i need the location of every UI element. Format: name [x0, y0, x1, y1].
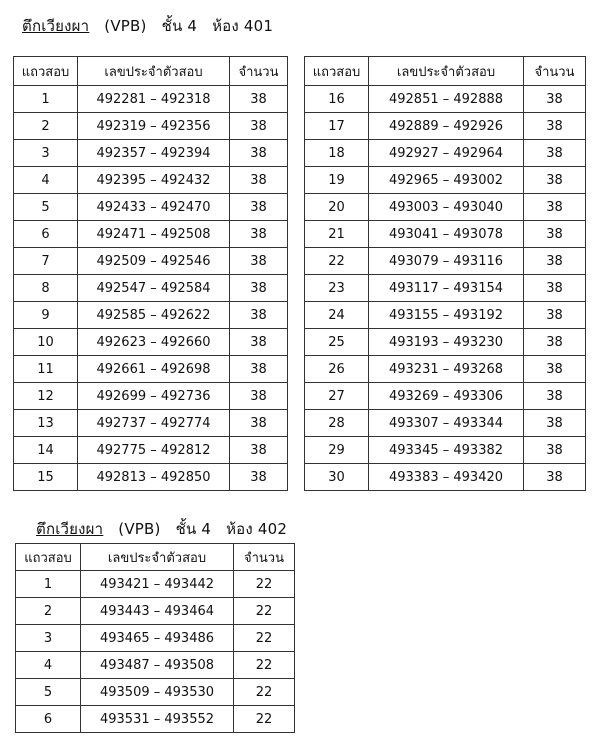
- id-range: 492623 – 492660: [78, 329, 230, 356]
- row-number: 24: [305, 302, 369, 329]
- seat-count: 38: [230, 302, 288, 329]
- table-row: [305, 437, 586, 464]
- room-402-heading: [36, 517, 287, 541]
- row-number: 1: [14, 86, 78, 113]
- id-range: 493079 – 493116: [369, 248, 524, 275]
- seat-count: 38: [524, 437, 586, 464]
- seat-count: 38: [524, 329, 586, 356]
- table-row: [16, 706, 295, 733]
- row-number: 4: [14, 167, 78, 194]
- column-header-id-range: เลขประจำตัวสอบ: [78, 57, 230, 86]
- seat-count: 38: [230, 194, 288, 221]
- room-401-heading: [22, 14, 273, 38]
- seat-count: 38: [524, 410, 586, 437]
- seat-count: 38: [230, 140, 288, 167]
- table-row: [14, 356, 288, 383]
- header-row: [14, 57, 288, 86]
- id-range: 492433 – 492470: [78, 194, 230, 221]
- id-range: 492585 – 492622: [78, 302, 230, 329]
- row-number: 18: [305, 140, 369, 167]
- id-range: 492737 – 492774: [78, 410, 230, 437]
- id-range: 492547 – 492584: [78, 275, 230, 302]
- row-number: 3: [14, 140, 78, 167]
- row-number: 13: [14, 410, 78, 437]
- table-row: [16, 598, 295, 625]
- table-row: [14, 221, 288, 248]
- row-number: 10: [14, 329, 78, 356]
- id-range: 493155 – 493192: [369, 302, 524, 329]
- id-range: 493307 – 493344: [369, 410, 524, 437]
- seat-count: 38: [524, 248, 586, 275]
- building-name: ตึกเวียงผา: [22, 17, 90, 35]
- id-range: 492281 – 492318: [78, 86, 230, 113]
- id-range: 493509 – 493530: [81, 679, 234, 706]
- row-number: 15: [14, 464, 78, 491]
- seat-count: 38: [230, 464, 288, 491]
- table-row: [14, 167, 288, 194]
- row-number: 1: [16, 571, 81, 598]
- row-number: 29: [305, 437, 369, 464]
- table-row: [305, 464, 586, 491]
- building-code: (VPB): [104, 17, 147, 35]
- column-header-count: จำนวน: [230, 57, 288, 86]
- id-range: 493345 – 493382: [369, 437, 524, 464]
- row-number: 11: [14, 356, 78, 383]
- table-row: [14, 437, 288, 464]
- seat-count: 22: [234, 652, 295, 679]
- table-row: [305, 275, 586, 302]
- table-row: [305, 248, 586, 275]
- row-number: 22: [305, 248, 369, 275]
- table-row: [305, 410, 586, 437]
- header-row: [16, 544, 295, 571]
- id-range: 493231 – 493268: [369, 356, 524, 383]
- seat-count: 38: [230, 167, 288, 194]
- table-row: [14, 194, 288, 221]
- id-range: 493443 – 493464: [81, 598, 234, 625]
- building-code: (VPB): [118, 520, 161, 538]
- row-number: 23: [305, 275, 369, 302]
- header-row: [305, 57, 586, 86]
- row-number: 5: [14, 194, 78, 221]
- id-range: 492661 – 492698: [78, 356, 230, 383]
- id-range: 492699 – 492736: [78, 383, 230, 410]
- seat-count: 38: [230, 248, 288, 275]
- table-row: [305, 356, 586, 383]
- room-401-table-left: [13, 56, 288, 491]
- id-range: 492965 – 493002: [369, 167, 524, 194]
- id-range: 492357 – 492394: [78, 140, 230, 167]
- table-row: [14, 302, 288, 329]
- row-number: 12: [14, 383, 78, 410]
- row-number: 5: [16, 679, 81, 706]
- row-number: 19: [305, 167, 369, 194]
- table-row: [14, 383, 288, 410]
- floor-label: ชั้น 4: [161, 17, 198, 35]
- seat-count: 38: [230, 437, 288, 464]
- id-range: 493041 – 493078: [369, 221, 524, 248]
- row-number: 20: [305, 194, 369, 221]
- id-range: 493531 – 493552: [81, 706, 234, 733]
- seat-count: 22: [234, 679, 295, 706]
- table-row: [305, 113, 586, 140]
- id-range: 493193 – 493230: [369, 329, 524, 356]
- row-number: 27: [305, 383, 369, 410]
- row-number: 17: [305, 113, 369, 140]
- table-row: [14, 248, 288, 275]
- row-number: 3: [16, 625, 81, 652]
- row-number: 6: [14, 221, 78, 248]
- table-row: [305, 221, 586, 248]
- column-header-id-range: เลขประจำตัวสอบ: [369, 57, 524, 86]
- seat-count: 38: [230, 329, 288, 356]
- table-row: [16, 571, 295, 598]
- row-number: 9: [14, 302, 78, 329]
- seat-count: 38: [230, 383, 288, 410]
- seat-count: 38: [524, 302, 586, 329]
- id-range: 492851 – 492888: [369, 86, 524, 113]
- column-header-count: จำนวน: [524, 57, 586, 86]
- table-row: [305, 140, 586, 167]
- seat-count: 38: [524, 86, 586, 113]
- table-row: [305, 302, 586, 329]
- column-header-row: แถวสอบ: [16, 544, 81, 571]
- id-range: 492927 – 492964: [369, 140, 524, 167]
- room-label: ห้อง 402: [226, 520, 288, 538]
- row-number: 6: [16, 706, 81, 733]
- room-label: ห้อง 401: [212, 17, 274, 35]
- id-range: 493465 – 493486: [81, 625, 234, 652]
- id-range: 492509 – 492546: [78, 248, 230, 275]
- table-row: [14, 329, 288, 356]
- row-number: 4: [16, 652, 81, 679]
- seat-count: 38: [524, 383, 586, 410]
- id-range: 493421 – 493442: [81, 571, 234, 598]
- row-number: 16: [305, 86, 369, 113]
- seat-count: 38: [524, 194, 586, 221]
- table-row: [16, 625, 295, 652]
- table-row: [305, 329, 586, 356]
- table-row: [14, 410, 288, 437]
- seat-count: 38: [524, 140, 586, 167]
- id-range: 493003 – 493040: [369, 194, 524, 221]
- id-range: 493383 – 493420: [369, 464, 524, 491]
- row-number: 30: [305, 464, 369, 491]
- row-number: 2: [14, 113, 78, 140]
- row-number: 7: [14, 248, 78, 275]
- id-range: 493117 – 493154: [369, 275, 524, 302]
- id-range: 493269 – 493306: [369, 383, 524, 410]
- id-range: 492889 – 492926: [369, 113, 524, 140]
- seat-count: 38: [524, 275, 586, 302]
- row-number: 2: [16, 598, 81, 625]
- table-row: [305, 167, 586, 194]
- floor-label: ชั้น 4: [175, 520, 212, 538]
- column-header-row: แถวสอบ: [14, 57, 78, 86]
- room-401-table-right: [304, 56, 586, 491]
- row-number: 21: [305, 221, 369, 248]
- id-range: 492813 – 492850: [78, 464, 230, 491]
- seat-count: 38: [230, 113, 288, 140]
- seat-count: 38: [524, 464, 586, 491]
- seat-count: 38: [524, 221, 586, 248]
- table-row: [16, 679, 295, 706]
- id-range: 492395 – 492432: [78, 167, 230, 194]
- seat-count: 38: [524, 167, 586, 194]
- seat-count: 22: [234, 598, 295, 625]
- table-row: [305, 86, 586, 113]
- table-row: [305, 383, 586, 410]
- row-number: 25: [305, 329, 369, 356]
- seat-count: 38: [230, 410, 288, 437]
- seat-count: 38: [230, 86, 288, 113]
- row-number: 26: [305, 356, 369, 383]
- id-range: 492471 – 492508: [78, 221, 230, 248]
- column-header-id-range: เลขประจำตัวสอบ: [81, 544, 234, 571]
- id-range: 492319 – 492356: [78, 113, 230, 140]
- seat-count: 38: [230, 221, 288, 248]
- building-name: ตึกเวียงผา: [36, 520, 104, 538]
- seat-count: 38: [230, 356, 288, 383]
- column-header-count: จำนวน: [234, 544, 295, 571]
- table-row: [16, 652, 295, 679]
- table-row: [305, 194, 586, 221]
- table-row: [14, 140, 288, 167]
- seat-count: 38: [524, 113, 586, 140]
- seat-count: 38: [524, 356, 586, 383]
- room-402-table: [15, 543, 295, 733]
- id-range: 492775 – 492812: [78, 437, 230, 464]
- row-number: 8: [14, 275, 78, 302]
- seat-count: 22: [234, 706, 295, 733]
- seat-count: 22: [234, 625, 295, 652]
- row-number: 14: [14, 437, 78, 464]
- id-range: 493487 – 493508: [81, 652, 234, 679]
- row-number: 28: [305, 410, 369, 437]
- seat-count: 38: [230, 275, 288, 302]
- table-row: [14, 113, 288, 140]
- table-row: [14, 86, 288, 113]
- column-header-row: แถวสอบ: [305, 57, 369, 86]
- table-row: [14, 464, 288, 491]
- table-row: [14, 275, 288, 302]
- seat-count: 22: [234, 571, 295, 598]
